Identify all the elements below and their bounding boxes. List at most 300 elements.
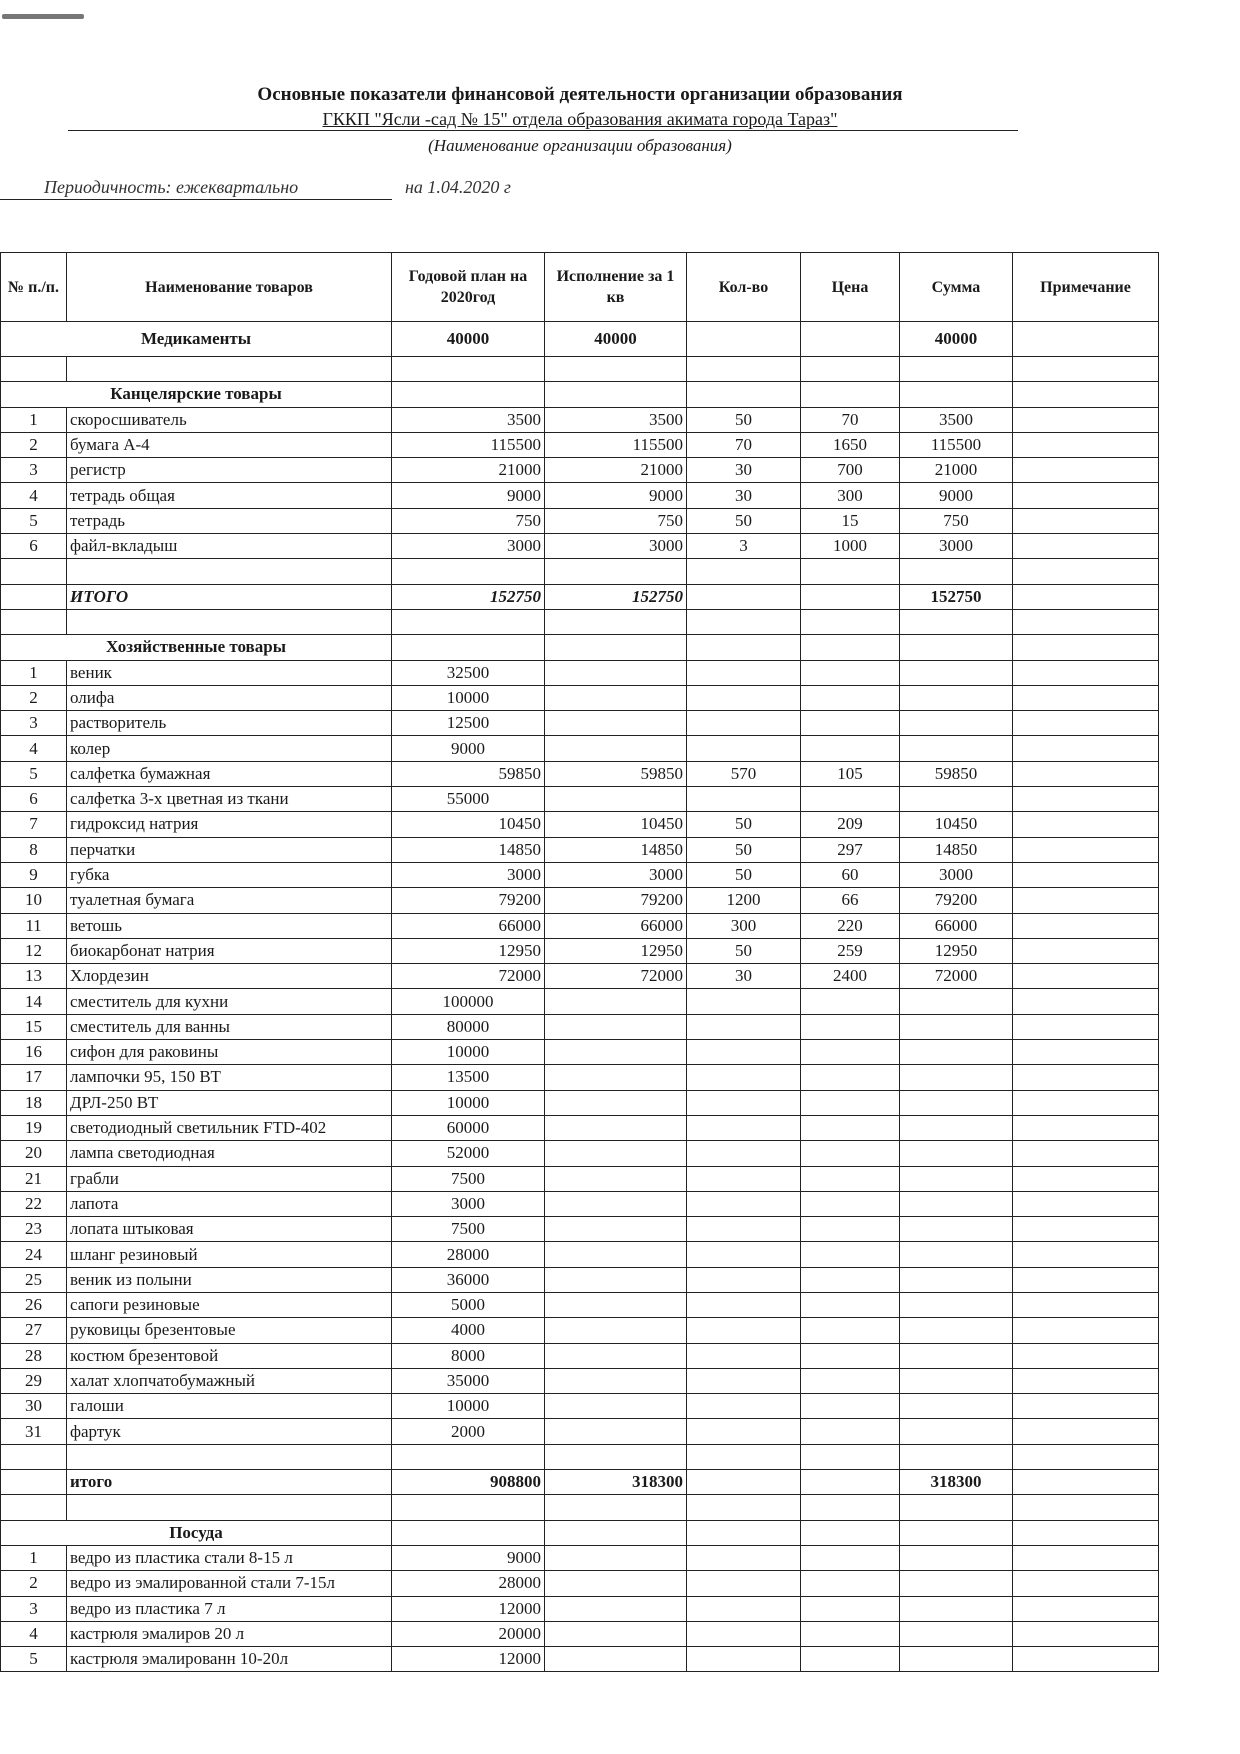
sum-cell xyxy=(900,989,1013,1014)
price-cell: 70 xyxy=(801,407,900,432)
plan-cell: 40000 xyxy=(392,322,545,357)
plan-cell: 13500 xyxy=(392,1065,545,1090)
section-header-household xyxy=(1,635,1159,660)
qty-cell: 30 xyxy=(687,964,801,989)
note-cell xyxy=(1013,812,1159,837)
exec-cell: 79200 xyxy=(545,888,687,913)
row-number: 6 xyxy=(1,787,67,812)
exec-cell xyxy=(545,1343,687,1368)
price-cell: 66 xyxy=(801,888,900,913)
table-cell xyxy=(687,382,801,407)
item-name: тетрадь xyxy=(67,508,392,533)
qty-cell xyxy=(687,1014,801,1039)
sum-cell xyxy=(900,1394,1013,1419)
table-cell xyxy=(67,559,392,584)
sum-cell xyxy=(900,1267,1013,1292)
table-cell xyxy=(1013,609,1159,634)
qty-cell xyxy=(687,1419,801,1444)
table-cell xyxy=(900,357,1013,382)
note-cell xyxy=(1013,432,1159,457)
sum-cell xyxy=(900,1191,1013,1216)
price-cell: 220 xyxy=(801,913,900,938)
sum-cell: 40000 xyxy=(900,322,1013,357)
medicaments-row xyxy=(1,322,1159,357)
table-cell xyxy=(545,1520,687,1545)
table-cell xyxy=(545,559,687,584)
qty-cell xyxy=(687,1242,801,1267)
qty-cell: 300 xyxy=(687,913,801,938)
sum-cell: 14850 xyxy=(900,837,1013,862)
plan-cell: 7500 xyxy=(392,1217,545,1242)
total-row-office xyxy=(1,584,1159,609)
row-number: 27 xyxy=(1,1318,67,1343)
exec-cell: 59850 xyxy=(545,761,687,786)
price-cell xyxy=(801,1647,900,1672)
sum-cell: 9000 xyxy=(900,483,1013,508)
plan-cell: 59850 xyxy=(392,761,545,786)
plan-cell: 80000 xyxy=(392,1014,545,1039)
table-cell xyxy=(900,1444,1013,1469)
sum-cell xyxy=(900,1545,1013,1570)
sum-cell xyxy=(900,1318,1013,1343)
note-cell xyxy=(1013,660,1159,685)
table-row xyxy=(1,1090,1159,1115)
plan-cell: 55000 xyxy=(392,787,545,812)
table-cell xyxy=(900,609,1013,634)
plan-cell: 3500 xyxy=(392,407,545,432)
sum-cell: 115500 xyxy=(900,432,1013,457)
exec-cell xyxy=(545,1065,687,1090)
table-cell xyxy=(1013,1444,1159,1469)
qty-cell xyxy=(687,1292,801,1317)
plan-cell: 14850 xyxy=(392,837,545,862)
table-row xyxy=(1,1419,1159,1444)
exec-cell xyxy=(545,736,687,761)
row-number: 16 xyxy=(1,1040,67,1065)
document-title: Основные показатели финансовой деятельности организации образования xyxy=(257,84,903,105)
exec-cell: 10450 xyxy=(545,812,687,837)
sum-cell: 152750 xyxy=(900,584,1013,609)
table-cell xyxy=(545,1444,687,1469)
table-cell xyxy=(1013,382,1159,407)
table-row xyxy=(1,432,1159,457)
table-cell xyxy=(1013,1495,1159,1520)
item-name: ветошь xyxy=(67,913,392,938)
qty-cell xyxy=(687,989,801,1014)
table-cell xyxy=(801,357,900,382)
plan-cell: 3000 xyxy=(392,1191,545,1216)
table-row xyxy=(1,1545,1159,1570)
price-cell: 259 xyxy=(801,938,900,963)
table-row xyxy=(1,508,1159,533)
table-cell xyxy=(392,1495,545,1520)
item-name: туалетная бумага xyxy=(67,888,392,913)
plan-cell: 3000 xyxy=(392,862,545,887)
sum-cell xyxy=(900,1647,1013,1672)
table-cell xyxy=(545,382,687,407)
price-cell: 60 xyxy=(801,862,900,887)
sum-cell: 59850 xyxy=(900,761,1013,786)
qty-cell: 1200 xyxy=(687,888,801,913)
note-cell xyxy=(1013,1040,1159,1065)
exec-cell xyxy=(545,1419,687,1444)
item-name: биокарбонат натрия xyxy=(67,938,392,963)
plan-cell: 152750 xyxy=(392,584,545,609)
table-cell xyxy=(687,1520,801,1545)
price-cell: 15 xyxy=(801,508,900,533)
exec-cell xyxy=(545,1040,687,1065)
row-number: 26 xyxy=(1,1292,67,1317)
row-number: 18 xyxy=(1,1090,67,1115)
plan-cell: 7500 xyxy=(392,1166,545,1191)
exec-cell xyxy=(545,711,687,736)
table-cell xyxy=(392,609,545,634)
exec-cell xyxy=(545,1292,687,1317)
exec-cell xyxy=(545,1545,687,1570)
note-cell xyxy=(1013,508,1159,533)
exec-cell: 318300 xyxy=(545,1470,687,1495)
row-number: 4 xyxy=(1,483,67,508)
row-number: 4 xyxy=(1,736,67,761)
price-cell xyxy=(801,1166,900,1191)
table-cell xyxy=(801,609,900,634)
price-cell xyxy=(801,1571,900,1596)
table-cell xyxy=(900,1520,1013,1545)
row-number: 3 xyxy=(1,711,67,736)
row-number: 14 xyxy=(1,989,67,1014)
note-cell xyxy=(1013,1571,1159,1596)
plan-cell: 10000 xyxy=(392,1090,545,1115)
table-cell xyxy=(1,1495,67,1520)
item-name: Хлордезин xyxy=(67,964,392,989)
item-name: костюм брезентовой xyxy=(67,1343,392,1368)
table-row xyxy=(1,938,1159,963)
exec-cell xyxy=(545,1014,687,1039)
row-number: 3 xyxy=(1,1596,67,1621)
table-cell xyxy=(687,609,801,634)
plan-cell: 9000 xyxy=(392,1545,545,1570)
table-cell xyxy=(687,559,801,584)
table-cell xyxy=(1013,584,1159,609)
exec-cell: 750 xyxy=(545,508,687,533)
sum-cell xyxy=(900,736,1013,761)
table-cell xyxy=(801,1495,900,1520)
table-row xyxy=(1,1217,1159,1242)
table-row xyxy=(1,1621,1159,1646)
table-cell xyxy=(801,1470,900,1495)
note-cell xyxy=(1013,1115,1159,1140)
price-cell: 209 xyxy=(801,812,900,837)
table-row xyxy=(1,837,1159,862)
exec-cell xyxy=(545,1368,687,1393)
price-cell xyxy=(801,1545,900,1570)
note-cell xyxy=(1013,1545,1159,1570)
item-name: бумага А-4 xyxy=(67,432,392,457)
item-name: ДРЛ-250 ВТ xyxy=(67,1090,392,1115)
table-cell xyxy=(1013,635,1159,660)
note-cell xyxy=(1013,761,1159,786)
sum-cell xyxy=(900,787,1013,812)
scan-mark xyxy=(2,14,84,19)
sum-cell xyxy=(900,1596,1013,1621)
sum-cell xyxy=(900,1166,1013,1191)
section-header-dishes xyxy=(1,1520,1159,1545)
note-cell xyxy=(1013,989,1159,1014)
sum-cell: 66000 xyxy=(900,913,1013,938)
exec-cell: 14850 xyxy=(545,837,687,862)
table-body xyxy=(1,322,1159,1672)
table-cell xyxy=(687,1495,801,1520)
item-name: лампа светодиодная xyxy=(67,1141,392,1166)
note-cell xyxy=(1013,1292,1159,1317)
qty-cell xyxy=(687,1647,801,1672)
exec-cell: 3000 xyxy=(545,534,687,559)
plan-cell: 28000 xyxy=(392,1242,545,1267)
table-row xyxy=(1,1014,1159,1039)
item-name: веник xyxy=(67,660,392,685)
plan-cell: 20000 xyxy=(392,1621,545,1646)
table-cell xyxy=(687,1470,801,1495)
sum-cell: 318300 xyxy=(900,1470,1013,1495)
table-cell xyxy=(1013,1520,1159,1545)
item-name: колер xyxy=(67,736,392,761)
table-cell xyxy=(1013,559,1159,584)
row-number: 5 xyxy=(1,1647,67,1672)
table-row xyxy=(1,1318,1159,1343)
table-row xyxy=(1,407,1159,432)
table-row xyxy=(1,787,1159,812)
plan-cell: 10450 xyxy=(392,812,545,837)
exec-cell xyxy=(545,1115,687,1140)
row-number: 19 xyxy=(1,1115,67,1140)
table-row xyxy=(1,1571,1159,1596)
item-name: кастрюля эмалированн 10-20л xyxy=(67,1647,392,1672)
plan-cell: 21000 xyxy=(392,458,545,483)
section-header-office xyxy=(1,382,1159,407)
report-date: на 1.04.2020 г xyxy=(405,177,511,197)
qty-cell: 30 xyxy=(687,458,801,483)
table-cell xyxy=(801,1520,900,1545)
sum-cell: 3000 xyxy=(900,862,1013,887)
qty-cell: 50 xyxy=(687,862,801,887)
price-cell xyxy=(801,736,900,761)
sum-cell: 3000 xyxy=(900,534,1013,559)
note-cell xyxy=(1013,1166,1159,1191)
row-number: 5 xyxy=(1,761,67,786)
plan-cell: 12000 xyxy=(392,1647,545,1672)
exec-cell xyxy=(545,1242,687,1267)
table-row xyxy=(1,1242,1159,1267)
table-row xyxy=(1,1343,1159,1368)
plan-cell: 66000 xyxy=(392,913,545,938)
exec-cell xyxy=(545,1090,687,1115)
sum-cell xyxy=(900,1141,1013,1166)
sum-cell xyxy=(900,1242,1013,1267)
table-row xyxy=(1,736,1159,761)
plan-cell: 4000 xyxy=(392,1318,545,1343)
item-name: ведро из пластика стали 8-15 л xyxy=(67,1545,392,1570)
price-cell: 700 xyxy=(801,458,900,483)
item-name: грабли xyxy=(67,1166,392,1191)
table-cell xyxy=(67,609,392,634)
note-cell xyxy=(1013,1368,1159,1393)
price-cell: 1000 xyxy=(801,534,900,559)
item-name: халат хлопчатобумажный xyxy=(67,1368,392,1393)
table-cell xyxy=(801,635,900,660)
col-header-num: № п./п. xyxy=(1,253,67,322)
price-cell: 2400 xyxy=(801,964,900,989)
exec-cell xyxy=(545,1621,687,1646)
total-row-household xyxy=(1,1470,1159,1495)
plan-cell: 750 xyxy=(392,508,545,533)
table-row xyxy=(1,534,1159,559)
qty-cell: 570 xyxy=(687,761,801,786)
table-row xyxy=(1,812,1159,837)
table-cell xyxy=(67,357,392,382)
row-number: 25 xyxy=(1,1267,67,1292)
price-cell xyxy=(801,1090,900,1115)
note-cell xyxy=(1013,964,1159,989)
col-header-note: Примечание xyxy=(1013,253,1159,322)
sum-cell xyxy=(900,1217,1013,1242)
table-cell xyxy=(900,1495,1013,1520)
qty-cell: 50 xyxy=(687,812,801,837)
price-cell xyxy=(801,1242,900,1267)
exec-cell: 115500 xyxy=(545,432,687,457)
price-cell xyxy=(801,1394,900,1419)
table-cell xyxy=(392,382,545,407)
exec-cell: 9000 xyxy=(545,483,687,508)
table-cell xyxy=(545,635,687,660)
item-name: перчатки xyxy=(67,837,392,862)
price-cell xyxy=(801,989,900,1014)
row-number: 22 xyxy=(1,1191,67,1216)
table-row xyxy=(1,913,1159,938)
table-row xyxy=(1,888,1159,913)
plan-cell: 9000 xyxy=(392,483,545,508)
note-cell xyxy=(1013,458,1159,483)
plan-cell: 32500 xyxy=(392,660,545,685)
row-number: 2 xyxy=(1,432,67,457)
row-number: 7 xyxy=(1,812,67,837)
row-number: 28 xyxy=(1,1343,67,1368)
price-cell xyxy=(801,1621,900,1646)
note-cell xyxy=(1013,1217,1159,1242)
row-number: 12 xyxy=(1,938,67,963)
qty-cell xyxy=(687,1621,801,1646)
total-label: итого xyxy=(67,1470,392,1495)
price-cell xyxy=(801,1014,900,1039)
exec-cell xyxy=(545,1217,687,1242)
plan-cell: 115500 xyxy=(392,432,545,457)
table-cell xyxy=(687,584,801,609)
table-row xyxy=(1,1040,1159,1065)
exec-cell: 66000 xyxy=(545,913,687,938)
exec-cell: 152750 xyxy=(545,584,687,609)
periodicity-label: Периодичность: ежеквартально xyxy=(44,177,299,197)
row-number: 5 xyxy=(1,508,67,533)
qty-cell xyxy=(687,1267,801,1292)
item-name: ведро из эмалированной стали 7-15л xyxy=(67,1571,392,1596)
price-cell xyxy=(801,1217,900,1242)
qty-cell xyxy=(687,322,801,357)
qty-cell xyxy=(687,711,801,736)
table-cell xyxy=(545,357,687,382)
sum-cell: 21000 xyxy=(900,458,1013,483)
price-cell: 300 xyxy=(801,483,900,508)
qty-cell xyxy=(687,660,801,685)
row-number: 13 xyxy=(1,964,67,989)
item-name: сифон для раковины xyxy=(67,1040,392,1065)
row-number: 3 xyxy=(1,458,67,483)
price-cell xyxy=(801,1267,900,1292)
item-name: тетрадь общая xyxy=(67,483,392,508)
table-cell xyxy=(1013,1470,1159,1495)
exec-cell xyxy=(545,1647,687,1672)
empty-row xyxy=(1,1444,1159,1469)
price-cell xyxy=(801,1419,900,1444)
table-cell xyxy=(801,382,900,407)
sum-cell: 750 xyxy=(900,508,1013,533)
table-cell xyxy=(67,1495,392,1520)
note-cell xyxy=(1013,1191,1159,1216)
item-name: лапота xyxy=(67,1191,392,1216)
row-number: 8 xyxy=(1,837,67,862)
note-cell xyxy=(1013,913,1159,938)
table-row xyxy=(1,761,1159,786)
row-number: 23 xyxy=(1,1217,67,1242)
row-number: 1 xyxy=(1,407,67,432)
row-number: 1 xyxy=(1,660,67,685)
total-label: ИТОГО xyxy=(67,584,392,609)
table-row xyxy=(1,660,1159,685)
table-row xyxy=(1,483,1159,508)
organization-caption: (Наименование организации образования) xyxy=(428,136,732,155)
item-name: файл-вкладыш xyxy=(67,534,392,559)
qty-cell xyxy=(687,1545,801,1570)
exec-cell xyxy=(545,1141,687,1166)
plan-cell: 28000 xyxy=(392,1571,545,1596)
table-cell xyxy=(1,609,67,634)
sum-cell xyxy=(900,1343,1013,1368)
note-cell xyxy=(1013,1318,1159,1343)
table-row xyxy=(1,964,1159,989)
table-row xyxy=(1,711,1159,736)
col-header-exec: Исполнение за 1 кв xyxy=(545,253,687,322)
price-cell xyxy=(801,1065,900,1090)
row-number: 10 xyxy=(1,888,67,913)
sum-cell: 3500 xyxy=(900,407,1013,432)
table-row xyxy=(1,862,1159,887)
table-cell xyxy=(1,584,67,609)
price-cell xyxy=(801,1318,900,1343)
section-title: Посуда xyxy=(1,1520,392,1545)
item-name: олифа xyxy=(67,685,392,710)
table-row xyxy=(1,1115,1159,1140)
price-cell: 1650 xyxy=(801,432,900,457)
exec-cell: 21000 xyxy=(545,458,687,483)
item-name: кастрюля эмалиров 20 л xyxy=(67,1621,392,1646)
table-cell xyxy=(1,1470,67,1495)
qty-cell xyxy=(687,1596,801,1621)
item-name: светодиодный светильник FTD-402 xyxy=(67,1115,392,1140)
sum-cell xyxy=(900,660,1013,685)
row-number: 11 xyxy=(1,913,67,938)
table-cell xyxy=(392,559,545,584)
row-number: 9 xyxy=(1,862,67,887)
table-row xyxy=(1,1292,1159,1317)
item-name: лампочки 95, 150 ВТ xyxy=(67,1065,392,1090)
